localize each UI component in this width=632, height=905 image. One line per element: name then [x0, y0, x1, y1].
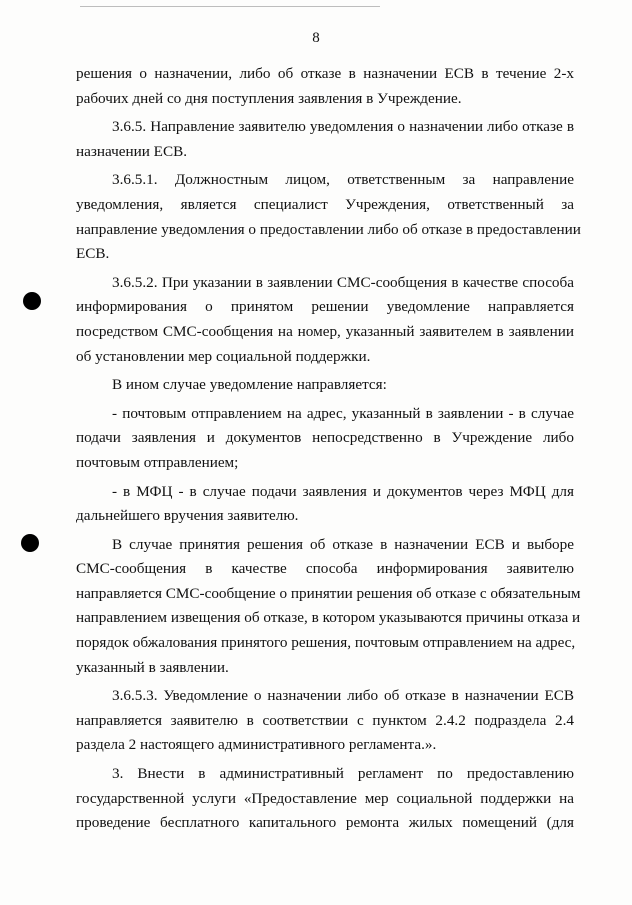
- text-line: раздела 2 настоящего административного регламента.».: [76, 736, 437, 754]
- text-line: 3.6.5.1. Должностным лицом, ответственным за направление: [112, 171, 574, 189]
- text-line: подачи заявления и документов непосредственно в Учреждение либо: [76, 429, 574, 447]
- hole-punch-mark: [23, 292, 41, 310]
- paragraph-3-6-5-2: [76, 271, 574, 369]
- text-line: направляется СМС-сообщение о принятии решения об отказе с обязательным: [76, 584, 581, 602]
- text-line: направляется заявителю в соответствии с пунктом 2.4.2 подраздела 2.4: [76, 711, 574, 729]
- list-item-postal: [76, 402, 574, 476]
- text-line: решения о назначении, либо об отказе в назначении ЕСВ в течение 2-х: [76, 65, 574, 82]
- document-body: [76, 62, 581, 836]
- scan-artifact-line: [80, 6, 380, 7]
- page-number: 8: [312, 30, 320, 46]
- text-line: указанный в заявлении.: [76, 658, 229, 676]
- text-line: направление уведомления о предоставлении либо об отказе в предоставлении: [76, 220, 581, 238]
- text-line: порядок обжалования принятого решения, почтовым отправлением на адрес,: [76, 634, 576, 652]
- list-item-mfc: [76, 480, 574, 529]
- paragraph-item-3: [76, 762, 574, 836]
- text-line: ЕСВ.: [76, 245, 110, 263]
- text-line: информирования о принятом решении уведомление направляется: [76, 298, 574, 316]
- paragraph-3-6-5-1: [76, 168, 581, 266]
- text-line: направлением извещения об отказе, в котором указываются причины отказа и: [76, 609, 581, 627]
- text-line: В случае принятия решения об отказе в назначении ЕСВ и выборе: [112, 535, 574, 553]
- text-line: 3.6.5.3. Уведомление о назначении либо об отказе в назначении ЕСВ: [112, 687, 574, 705]
- text-line: почтовым отправлением;: [76, 453, 239, 471]
- text-line: государственной услуги «Предоставление мер социальной поддержки на: [76, 789, 574, 807]
- text-line: уведомления, является специалист Учреждения, ответственный за: [76, 195, 574, 213]
- text-line: дальнейшего вручения заявителю.: [76, 507, 299, 525]
- text-line: назначении ЕСВ.: [76, 142, 188, 160]
- paragraph-3-6-5-3: [76, 684, 574, 758]
- text-line: 3.6.5. Направление заявителю уведомления о назначении либо отказе в: [112, 118, 574, 136]
- text-line: - в МФЦ - в случае подачи заявления и документов через МФЦ для: [112, 482, 574, 500]
- text-line: - почтовым отправлением на адрес, указанный в заявлении - в случае: [112, 404, 574, 422]
- paragraph-refusal-case: [76, 533, 581, 681]
- text-line: об установлении мер социальной поддержки.: [76, 347, 371, 365]
- text-line: проведение бесплатного капитального ремонта жилых помещений (для: [76, 814, 574, 832]
- paragraph-continuation: [76, 62, 574, 111]
- text-line: СМС-сообщения в качестве способа информирования заявителю: [76, 560, 574, 578]
- hole-punch-mark: [21, 534, 39, 552]
- paragraph-3-6-5: [76, 115, 574, 164]
- text-line: посредством СМС-сообщения на номер, указанный заявителем в заявлении: [76, 322, 574, 340]
- text-line: рабочих дней со дня поступления заявления в Учреждение.: [76, 89, 462, 107]
- paragraph-other-case: [76, 373, 574, 398]
- text-line: 3. Внести в административный регламент по предоставлению: [112, 765, 574, 783]
- text-line: 3.6.5.2. При указании в заявлении СМС-сообщения в качестве способа: [112, 273, 574, 291]
- text-line: В ином случае уведомление направляется:: [112, 376, 387, 394]
